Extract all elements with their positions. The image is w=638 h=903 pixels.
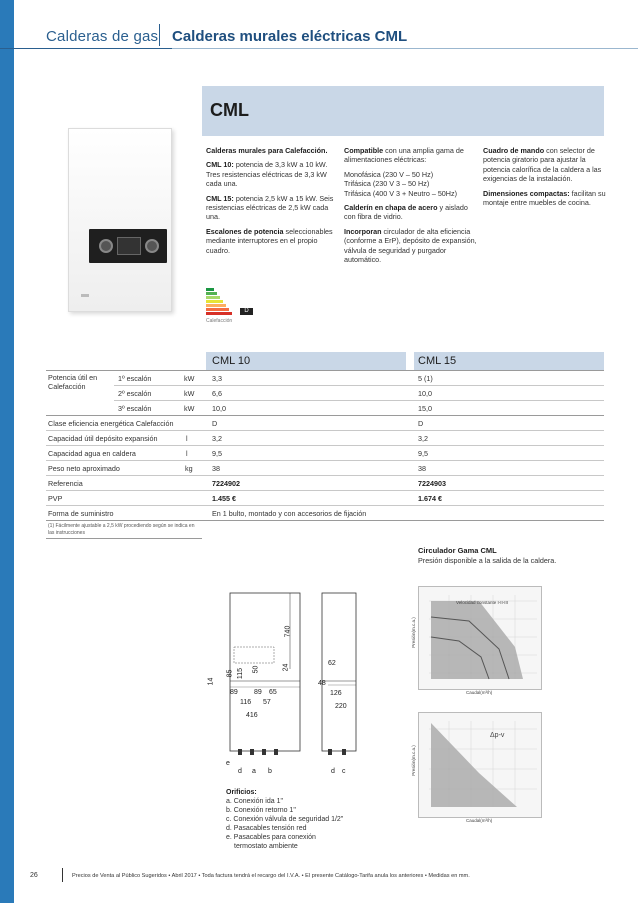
row-label-referencia: Referencia (48, 479, 83, 488)
connection-b (274, 749, 278, 755)
desc-bold: Calderín en chapa de acero (344, 203, 438, 213)
row-label-escalon2: 2º escalón (118, 389, 152, 398)
energy-label (206, 288, 232, 316)
desc-text: seleccionables mediante interruptores en el propio cuadro. (206, 226, 333, 255)
cml15-clase: D (418, 419, 424, 428)
graph1-legend: Velocidad constante I-II-III (456, 600, 509, 605)
row-label-clase: Clase eficiencia energética Calefacción (48, 419, 174, 428)
label-e: e (226, 760, 230, 767)
cml10-cap-agua: 9,5 (212, 449, 222, 458)
dim-65: 65 (269, 689, 277, 696)
graph1-xlabel: Caudal(m³/h) (466, 690, 493, 695)
table-footnote: (1) Fácilmente ajustable a 2,5 kW procediendo según se indica en las instrucciones (48, 523, 195, 536)
desc-text: con una amplia gama de alimentaciones eléctricas: (344, 146, 464, 165)
dim-62: 62 (328, 660, 336, 667)
desc-bold: Incorporan (344, 226, 382, 236)
dimension-drawing (210, 585, 380, 785)
connection-d (250, 749, 254, 755)
orificio-item: c. Conexión válvula de seguridad 1/2" (226, 816, 344, 823)
orificios-list (226, 788, 386, 851)
row-label-peso: Peso neto aproximado (48, 464, 120, 473)
boiler-image (68, 128, 172, 312)
unit-l: l (186, 434, 188, 443)
cml15-escalon2: 10,0 (418, 389, 432, 398)
circulator-graph-2 (418, 712, 542, 818)
orificio-item: e. Pasacables para conexión (226, 834, 316, 841)
desc-text: facilitan su montaje entre muebles de cocina. (483, 188, 606, 208)
dim-57: 57 (263, 699, 271, 706)
desc-text: potencia de 3,3 kW a 10 kW. Tres resistencias eléctricas de 3,3 kW cada una. (206, 160, 328, 189)
cml10-clase: D (212, 419, 218, 428)
header-divider (159, 24, 160, 46)
dim-24: 24 (282, 663, 290, 672)
cml15-escalon1: 5 (1) (418, 374, 433, 383)
dim-85: 85 (226, 669, 234, 678)
dim-126: 126 (330, 690, 342, 697)
cml15-referencia: 7224903 (418, 479, 446, 488)
row-label-pvp: PVP (48, 494, 63, 503)
row-label-escalon3: 3º escalón (118, 404, 152, 413)
desc-bold: CML 15: (206, 193, 234, 203)
desc-bold: Compatible (344, 146, 384, 155)
footer-divider (62, 868, 63, 882)
graph2-xlabel: Caudal(m³/h) (466, 818, 493, 823)
graph1-ylabel: Presión(m.c.a.) (410, 617, 416, 648)
row-label-forma: Forma de suministro (48, 509, 114, 518)
energy-class-badge: D (240, 308, 253, 315)
cml10-peso: 38 (212, 464, 220, 473)
dim-740: 740 (284, 625, 292, 638)
unit-kw: kW (184, 374, 195, 383)
orificios-title: Orificios: (226, 789, 257, 796)
dim-416: 416 (246, 712, 258, 719)
section-title: Calderas de gas (46, 28, 159, 45)
connection-a (262, 749, 266, 755)
unit-l: l (186, 449, 188, 458)
dim-220: 220 (335, 703, 347, 710)
circulator-subtitle: Presión disponible a la salida de la caldera. (418, 556, 557, 565)
unit-kw: kW (184, 404, 195, 413)
row-label-escalon1: 1º escalón (118, 374, 152, 383)
orificio-item: a. Conexión ida 1" (226, 798, 283, 805)
label-a: a (252, 768, 256, 775)
desc-text: con selector de potencia giratorio para ajustar la potencia calorífica de la caldera a las exigencias de la instalación. (483, 146, 602, 184)
forma-suministro-value: En 1 bulto, montado y con accesorios de fijación (212, 509, 367, 518)
product-band (202, 86, 604, 136)
supply-line: Monofásica (230 V – 50 Hz) (344, 169, 434, 179)
model-label: CML 10 (212, 355, 251, 367)
energy-caption: Calefacción (206, 318, 233, 324)
display-icon (117, 237, 141, 255)
side-view-outline (322, 593, 356, 751)
desc-text: potencia 2,5 kW a 15 kW. Seis resistencias eléctricas de 2,5 kW cada una. (206, 193, 334, 222)
supply-line: Trifásica (400 V 3 + Neutro – 50Hz) (344, 188, 457, 198)
cml15-cap-deposito: 3,2 (418, 434, 428, 443)
cml15-escalon3: 15,0 (418, 404, 432, 413)
cml10-escalon2: 6,6 (212, 389, 222, 398)
model-label: CML 15 (418, 355, 457, 367)
description-column-2 (344, 146, 478, 269)
dim-89b: 89 (254, 689, 262, 696)
cml10-escalon1: 3,3 (212, 374, 222, 383)
product-name: CML (210, 100, 249, 120)
desc-bold: Dimensiones compactas: (483, 188, 570, 198)
cml10-escalon3: 10,0 (212, 404, 226, 413)
dim-89a: 89 (230, 689, 238, 696)
row-label-capacidad-deposito: Capacidad útil depósito expansión (48, 434, 158, 443)
label-c-side: c (342, 768, 346, 775)
circulator-title: Circulador Gama CML (418, 546, 497, 555)
page-edge-bar (0, 0, 14, 903)
footer-text: Precios de Venta al Público Sugeridos • Abril 2017 • Toda factura tendrá el recargo del I.V.A. • El presente Catálogo-Tarifa anula los anteriores • Medidas en mm. (72, 873, 470, 879)
header-rule (0, 48, 172, 49)
knob-icon (145, 239, 159, 253)
desc-text: circulador de alta eficiencia (conforme a ErP), depósito de expansión, válvula de seguridad y purgador automático. (344, 226, 477, 265)
control-panel (89, 229, 167, 263)
row-label-potencia: Potencia útil en Calefacción (48, 373, 98, 391)
row-label-capacidad-agua: Capacidad agua en caldera (48, 449, 136, 458)
connection-e (238, 749, 242, 755)
cml15-cap-agua: 9,5 (418, 449, 428, 458)
desc-heading: Calderas murales para Calefacción. (206, 146, 328, 155)
cml10-pvp: 1.455 € (212, 494, 236, 503)
graph2-ylabel: Presión(m.c.a.) (410, 745, 416, 776)
orificio-item: b. Conexión retorno 1" (226, 807, 296, 814)
graph2-label: Δp-v (490, 732, 505, 739)
desc-bold: CML 10: (206, 160, 234, 170)
unit-kg: kg (185, 464, 193, 473)
cml15-pvp: 1.674 € (418, 494, 442, 503)
label-b: b (268, 768, 272, 775)
knob-icon (99, 239, 113, 253)
page-number: 26 (30, 872, 38, 879)
description-column-1 (206, 146, 334, 260)
brand-mark (81, 294, 89, 297)
desc-text: y aislado con fibra de vidrio. (344, 203, 468, 222)
page-title: Calderas murales eléctricas CML (172, 28, 408, 45)
dim-50: 50 (252, 665, 260, 674)
orificio-item: d. Pasacables tensión red (226, 825, 307, 832)
cml15-peso: 38 (418, 464, 426, 473)
cml10-cap-deposito: 3,2 (212, 434, 222, 443)
label-d: d (238, 768, 242, 775)
dim-14: 14 (207, 677, 215, 686)
label-d-side: d (331, 768, 335, 775)
orificio-item: termostato ambiente (234, 843, 298, 850)
desc-bold: Cuadro de mando (483, 146, 545, 155)
supply-line: Trifásica (230 V 3 – 50 Hz) (344, 179, 430, 189)
header-rule-light (172, 48, 638, 49)
unit-kw: kW (184, 389, 195, 398)
description-column-3 (483, 146, 609, 212)
cml10-referencia: 7224902 (212, 479, 240, 488)
dim-115: 115 (237, 667, 245, 680)
dim-48: 48 (318, 680, 326, 687)
desc-bold: Escalones de potencia (206, 226, 284, 236)
dim-116: 116 (240, 699, 252, 706)
